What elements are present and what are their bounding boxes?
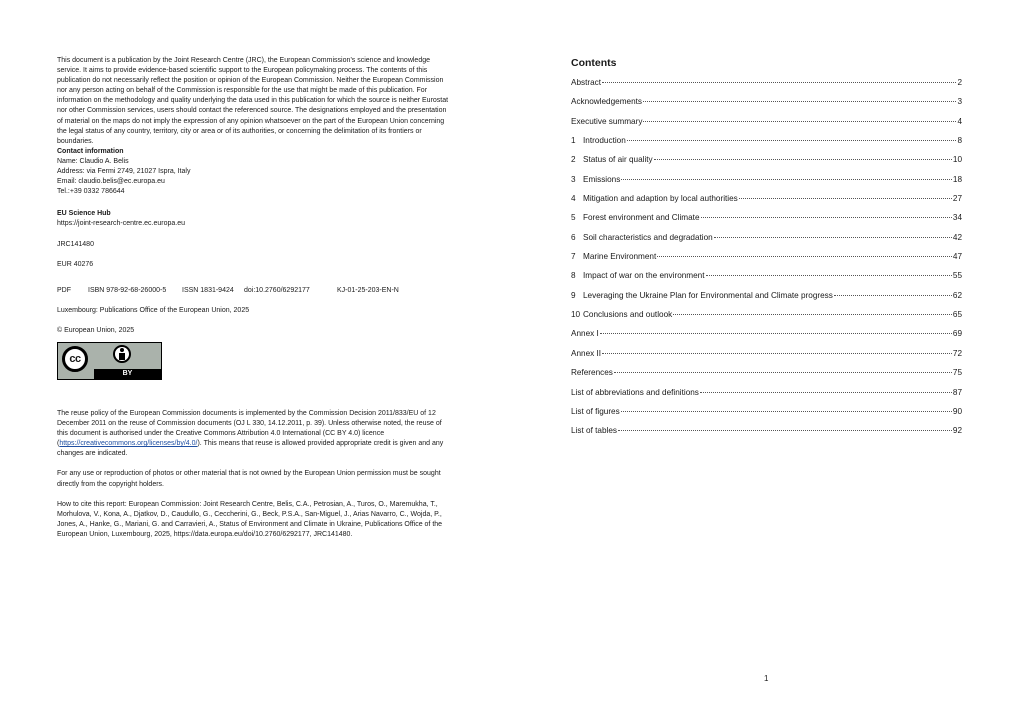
eur-number: EUR 40276 (57, 260, 94, 268)
reuse-text-a: The reuse policy of the European Commission documents is implemented by the Commission Decision 2011/833/EU of 12 December 2011 on the reuse of Commission documents (OJ L 330, 14.12.2011, p. 39). Unless otherwise noted, the reuse of this document is authorised under the Creative Commons Attribution 4.0 International (CC BY 4.0) licence ( (57, 409, 442, 448)
toc-entry-page: 3 (957, 97, 962, 107)
toc-entry-number: 6 (571, 232, 576, 242)
toc-entry[interactable] (571, 136, 962, 155)
toc-entry-label: Soil characteristics and degradation (583, 232, 713, 242)
cc-by-license-badge[interactable] (57, 342, 162, 380)
toc-entry-number: 8 (571, 271, 576, 281)
toc-entry[interactable] (571, 388, 962, 407)
toc-entry-page: 47 (952, 252, 962, 262)
contact-email[interactable]: Email: claudio.belis@ec.europa.eu (57, 178, 165, 186)
toc-entry-page: 75 (952, 368, 962, 378)
contact-title: Contact information (57, 147, 124, 155)
toc-entry-page: 8 (957, 136, 962, 146)
toc-entry-label: Impact of war on the environment (583, 271, 705, 281)
toc-entry-number: 2 (571, 155, 576, 165)
hub-title: EU Science Hub (57, 210, 111, 218)
publication-identifiers (57, 286, 449, 296)
toc-entry-label: Annex I (571, 329, 599, 339)
toc-entry-number: 7 (571, 252, 576, 262)
toc-entry[interactable] (571, 252, 962, 271)
toc-entry-page: 18 (952, 174, 962, 184)
toc-entry-label: Forest environment and Climate (583, 213, 700, 223)
toc-entry-page: 72 (952, 348, 962, 358)
toc-entry-label: List of tables (571, 426, 617, 436)
toc-entry-page: 65 (952, 310, 962, 320)
toc-dot-leader (654, 159, 952, 160)
jrc-number: JRC141480 (57, 240, 94, 248)
toc-entry-label: Status of air quality (583, 155, 653, 165)
pub-isbn: ISBN 978-92-68-26000-5 (88, 286, 167, 294)
toc-entry-page: 55 (952, 271, 962, 281)
toc-entry[interactable] (571, 175, 962, 194)
toc-dot-leader (714, 237, 952, 238)
hub-url[interactable]: https://joint-research-centre.ec.europa.eu (57, 220, 186, 228)
toc-title: Contents (571, 57, 617, 69)
toc-entry-number: 1 (571, 136, 576, 146)
toc-entry-page: 34 (952, 213, 962, 223)
toc-entry-page: 4 (957, 116, 962, 126)
pub-catalogue-number: KJ-01-25-203-EN-N (337, 286, 399, 294)
toc-entry[interactable] (571, 349, 962, 368)
toc-entry-page: 10 (952, 155, 962, 165)
toc-entry[interactable] (571, 271, 962, 290)
toc-dot-leader (600, 333, 952, 334)
toc-entry[interactable] (571, 117, 962, 136)
toc-entry-label: List of figures (571, 406, 620, 416)
cc-license-link[interactable]: https://creativecommons.org/licenses/by/4.0/ (59, 440, 198, 448)
toc-entry[interactable] (571, 329, 962, 348)
table-of-contents (571, 57, 962, 446)
toc-dot-leader (700, 392, 952, 393)
toc-entry[interactable] (571, 426, 962, 445)
toc-entry-label: Introduction (583, 136, 626, 146)
toc-entry[interactable] (571, 368, 962, 387)
publisher-line: Luxembourg: Publications Office of the European Union, 2025 (57, 306, 250, 314)
toc-entry-label: References (571, 368, 613, 378)
toc-entry[interactable] (571, 310, 962, 329)
toc-entry-number: 10 (571, 310, 581, 320)
copyright-line: © European Union, 2025 (57, 326, 135, 334)
toc-entry-label: Marine Environment (583, 252, 657, 262)
toc-dot-leader (739, 198, 952, 199)
contact-tel: Tel.:+39 0332 786644 (57, 188, 125, 196)
toc-dot-leader (602, 353, 952, 354)
toc-entry-page: 42 (952, 232, 962, 242)
toc-entry[interactable] (571, 97, 962, 116)
pub-doi: doi:10.2760/6292177 (244, 286, 310, 294)
toc-dot-leader (618, 430, 952, 431)
toc-entry-label: Executive summary (571, 116, 643, 126)
toc-dot-leader (701, 217, 952, 218)
reuse-text-b: ). This means that reuse is allowed provided appropriate credit is given and any changes are indicated. (57, 440, 444, 458)
toc-entry-label: Emissions (583, 174, 621, 184)
toc-entry[interactable] (571, 407, 962, 426)
toc-list (571, 78, 962, 446)
toc-dot-leader (834, 295, 952, 296)
cc-icon: cc (62, 346, 88, 372)
toc-entry-number: 9 (571, 290, 576, 300)
toc-entry-page: 62 (952, 290, 962, 300)
contact-information (57, 147, 449, 197)
toc-entry-page: 92 (952, 426, 962, 436)
toc-dot-leader (602, 82, 956, 83)
toc-dot-leader (706, 275, 952, 276)
toc-dot-leader (614, 372, 952, 373)
by-label: BY (94, 369, 161, 379)
toc-entry-number: 5 (571, 213, 576, 223)
toc-dot-leader (627, 140, 957, 141)
photo-permission-text: For any use or reproduction of photos or other material that is not owned by the European Union permission must be sought directly from the copyright holders. (57, 470, 441, 488)
toc-dot-leader (673, 314, 952, 315)
toc-entry[interactable] (571, 291, 962, 310)
toc-entry-label: Conclusions and outlook (583, 310, 673, 320)
toc-entry[interactable] (571, 78, 962, 97)
toc-entry-number: 4 (571, 194, 576, 204)
toc-dot-leader (621, 179, 952, 180)
toc-dot-leader (657, 256, 952, 257)
toc-entry[interactable] (571, 155, 962, 174)
disclaimer-text: This document is a publication by the Joint Research Centre (JRC), the European Commission’s science and knowledge service. It aims to provide evidence-based scientific support to the European policymaking process. The contents of this publication do not necessarily reflect the position or opinion of the European Commission. Neither the European Commission nor any person acting on behalf of the Commission is responsible for the use that might be made of this publication. For information on the methodology and quality underlying the data used in this publication for which the source is neither Eurostat nor other Commission services, users should contact the referenced source. The designations employed and the presentation of material on the maps do not imply the expression of any opinion whatsoever on the part of the European Union concerning the legal status of any country, territory, city or area or of its authorities, or concerning the delimitation of its frontiers or boundaries. (57, 57, 449, 145)
toc-entry-page: 90 (952, 406, 962, 416)
toc-entry-number: 3 (571, 174, 576, 184)
toc-entry[interactable] (571, 213, 962, 232)
pub-format: PDF (57, 286, 71, 294)
contact-address: Address: via Fermi 2749, 21027 Ispra, Italy (57, 168, 191, 176)
attribution-person-icon (113, 345, 131, 363)
toc-entry-label: Annex II (571, 348, 602, 358)
imprint-page (57, 56, 449, 540)
toc-entry-page: 27 (952, 194, 962, 204)
pub-issn: ISSN 1831-9424 (182, 286, 234, 294)
toc-entry-label: Leveraging the Ukraine Plan for Environmental and Climate progress (583, 290, 833, 300)
toc-entry[interactable] (571, 233, 962, 252)
toc-entry-label: Acknowledgements (571, 97, 642, 107)
toc-entry-label: Mitigation and adaption by local authorities (583, 194, 738, 204)
toc-dot-leader (621, 411, 952, 412)
eu-science-hub (57, 209, 449, 229)
citation-text: How to cite this report: European Commission: Joint Research Centre, Belis, C.A., Petrosian, A., Turos, O., Maremukha, T., Morhulova, V., Kona, A., Djatkov, D., Caudullo, G., Ceccherini, G., Beck, P.S.A., San-Miguel, J., Arias Navarro, C., Wojda, P., Jones, A., Hanke, G., Mariani, G. and Carravieri, A., Status of Environment and Climate in Ukraine, Publications Office of the European Union, Luxembourg, 2025, https://data.europa.eu/doi/10.2760/6292177, JRC141480. (57, 500, 443, 538)
toc-entry-label: Abstract (571, 78, 602, 87)
toc-entry-page: 87 (952, 387, 962, 397)
toc-dot-leader (643, 121, 956, 122)
toc-entry[interactable] (571, 194, 962, 213)
toc-entry-page: 2 (957, 78, 962, 87)
toc-dot-leader (643, 101, 956, 102)
toc-entry-label: List of abbreviations and definitions (571, 387, 699, 397)
toc-entry-page: 69 (952, 329, 962, 339)
page-number: 1 (764, 674, 769, 683)
reuse-policy (57, 409, 449, 459)
contact-name: Name: Claudio A. Belis (57, 157, 129, 165)
